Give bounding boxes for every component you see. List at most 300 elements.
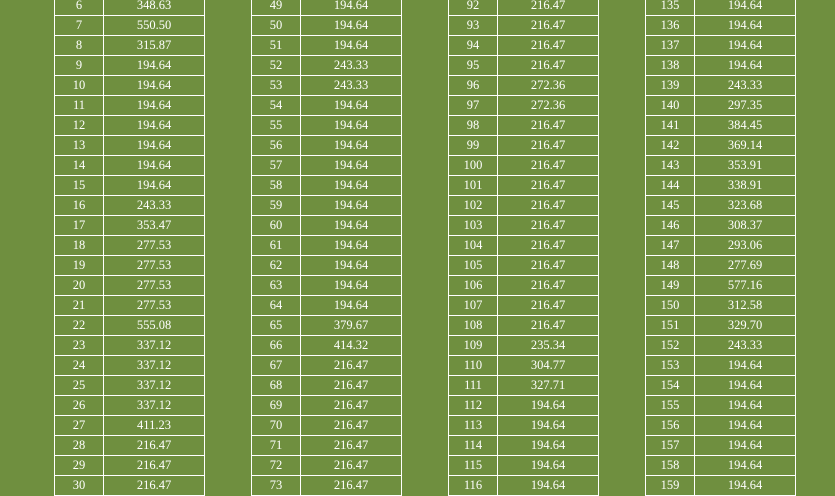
table-row bbox=[252, 136, 402, 156]
row-value-cell: 329.70 bbox=[695, 316, 796, 336]
row-index-cell: 67 bbox=[252, 356, 301, 376]
table-row bbox=[449, 376, 599, 396]
row-index-cell: 107 bbox=[449, 296, 498, 316]
row-index-cell: 104 bbox=[449, 236, 498, 256]
row-value-cell: 216.47 bbox=[498, 176, 599, 196]
row-value-cell: 194.64 bbox=[104, 76, 205, 96]
row-index-cell: 155 bbox=[646, 396, 695, 416]
table-row bbox=[449, 216, 599, 236]
row-value-cell: 194.64 bbox=[498, 476, 599, 496]
row-value-cell: 194.64 bbox=[301, 296, 402, 316]
table-row bbox=[646, 476, 796, 496]
row-value-cell: 243.33 bbox=[695, 336, 796, 356]
row-value-cell: 315.87 bbox=[104, 36, 205, 56]
table-row bbox=[252, 236, 402, 256]
table-row bbox=[252, 96, 402, 116]
table-row bbox=[449, 456, 599, 476]
row-value-cell: 194.64 bbox=[104, 116, 205, 136]
table-row bbox=[449, 0, 599, 16]
row-index-cell: 110 bbox=[449, 356, 498, 376]
table-row bbox=[646, 396, 796, 416]
row-value-cell: 216.47 bbox=[104, 476, 205, 496]
table-row bbox=[55, 96, 205, 116]
row-index-cell: 55 bbox=[252, 116, 301, 136]
row-value-cell: 194.64 bbox=[301, 216, 402, 236]
table-row bbox=[55, 476, 205, 496]
table-row bbox=[252, 36, 402, 56]
table-row bbox=[646, 176, 796, 196]
row-index-cell: 12 bbox=[55, 116, 104, 136]
row-value-cell: 353.47 bbox=[104, 216, 205, 236]
row-index-cell: 137 bbox=[646, 36, 695, 56]
row-value-cell: 194.64 bbox=[301, 256, 402, 276]
row-index-cell: 154 bbox=[646, 376, 695, 396]
table-row bbox=[55, 316, 205, 336]
table-row bbox=[646, 316, 796, 336]
row-value-cell: 216.47 bbox=[301, 456, 402, 476]
row-index-cell: 23 bbox=[55, 336, 104, 356]
row-index-cell: 100 bbox=[449, 156, 498, 176]
row-value-cell: 194.64 bbox=[301, 96, 402, 116]
row-index-cell: 92 bbox=[449, 0, 498, 16]
row-value-cell: 272.36 bbox=[498, 76, 599, 96]
row-value-cell: 194.64 bbox=[695, 456, 796, 476]
row-value-cell: 194.64 bbox=[301, 136, 402, 156]
table-row bbox=[252, 456, 402, 476]
row-index-cell: 70 bbox=[252, 416, 301, 436]
row-value-cell: 216.47 bbox=[498, 236, 599, 256]
row-value-cell: 194.64 bbox=[301, 36, 402, 56]
table-row bbox=[55, 336, 205, 356]
value-table-column bbox=[448, 0, 599, 496]
table-row bbox=[449, 16, 599, 36]
row-index-cell: 96 bbox=[449, 76, 498, 96]
row-value-cell: 216.47 bbox=[301, 436, 402, 456]
row-value-cell: 194.64 bbox=[301, 196, 402, 216]
row-value-cell: 194.64 bbox=[695, 376, 796, 396]
table-row bbox=[646, 416, 796, 436]
row-index-cell: 138 bbox=[646, 56, 695, 76]
table-row bbox=[252, 296, 402, 316]
row-index-cell: 136 bbox=[646, 16, 695, 36]
row-value-cell: 216.47 bbox=[498, 156, 599, 176]
row-index-cell: 141 bbox=[646, 116, 695, 136]
table-row bbox=[449, 136, 599, 156]
value-table-column bbox=[54, 0, 205, 496]
row-value-cell: 235.34 bbox=[498, 336, 599, 356]
row-index-cell: 20 bbox=[55, 276, 104, 296]
table-row bbox=[252, 336, 402, 356]
row-index-cell: 147 bbox=[646, 236, 695, 256]
table-row bbox=[252, 196, 402, 216]
row-value-cell: 550.50 bbox=[104, 16, 205, 36]
row-index-cell: 97 bbox=[449, 96, 498, 116]
row-value-cell: 216.47 bbox=[301, 476, 402, 496]
row-value-cell: 243.33 bbox=[104, 196, 205, 216]
row-index-cell: 56 bbox=[252, 136, 301, 156]
row-index-cell: 151 bbox=[646, 316, 695, 336]
row-index-cell: 8 bbox=[55, 36, 104, 56]
row-value-cell: 277.53 bbox=[104, 276, 205, 296]
row-value-cell: 216.47 bbox=[498, 216, 599, 236]
row-index-cell: 28 bbox=[55, 436, 104, 456]
table-row bbox=[449, 156, 599, 176]
table-row bbox=[252, 376, 402, 396]
table-row bbox=[252, 56, 402, 76]
row-index-cell: 53 bbox=[252, 76, 301, 96]
row-value-cell: 194.64 bbox=[498, 456, 599, 476]
row-index-cell: 49 bbox=[252, 0, 301, 16]
row-index-cell: 108 bbox=[449, 316, 498, 336]
row-index-cell: 7 bbox=[55, 16, 104, 36]
row-index-cell: 135 bbox=[646, 0, 695, 16]
table-row bbox=[646, 96, 796, 116]
row-index-cell: 26 bbox=[55, 396, 104, 416]
table-row bbox=[646, 296, 796, 316]
row-index-cell: 143 bbox=[646, 156, 695, 176]
row-value-cell: 243.33 bbox=[301, 56, 402, 76]
row-value-cell: 411.23 bbox=[104, 416, 205, 436]
table-row bbox=[646, 376, 796, 396]
row-value-cell: 216.47 bbox=[104, 456, 205, 476]
row-value-cell: 304.77 bbox=[498, 356, 599, 376]
table-row bbox=[646, 36, 796, 56]
row-index-cell: 148 bbox=[646, 256, 695, 276]
row-value-cell: 194.64 bbox=[695, 416, 796, 436]
row-index-cell: 21 bbox=[55, 296, 104, 316]
table-row bbox=[449, 396, 599, 416]
table-row bbox=[646, 56, 796, 76]
table-row bbox=[646, 356, 796, 376]
table-row bbox=[55, 296, 205, 316]
row-index-cell: 15 bbox=[55, 176, 104, 196]
row-index-cell: 159 bbox=[646, 476, 695, 496]
row-index-cell: 58 bbox=[252, 176, 301, 196]
table-row bbox=[252, 416, 402, 436]
table-row bbox=[449, 176, 599, 196]
table-row bbox=[646, 136, 796, 156]
row-index-cell: 30 bbox=[55, 476, 104, 496]
row-index-cell: 14 bbox=[55, 156, 104, 176]
row-value-cell: 216.47 bbox=[498, 296, 599, 316]
row-value-cell: 308.37 bbox=[695, 216, 796, 236]
row-value-cell: 323.68 bbox=[695, 196, 796, 216]
row-index-cell: 111 bbox=[449, 376, 498, 396]
row-value-cell: 297.35 bbox=[695, 96, 796, 116]
table-row bbox=[55, 236, 205, 256]
table-row bbox=[449, 416, 599, 436]
row-index-cell: 18 bbox=[55, 236, 104, 256]
row-value-cell: 194.64 bbox=[498, 436, 599, 456]
table-row bbox=[55, 16, 205, 36]
table-row bbox=[55, 76, 205, 96]
table-row bbox=[449, 116, 599, 136]
table-row bbox=[646, 336, 796, 356]
row-index-cell: 106 bbox=[449, 276, 498, 296]
table-row bbox=[646, 76, 796, 96]
row-value-cell: 216.47 bbox=[301, 416, 402, 436]
row-index-cell: 62 bbox=[252, 256, 301, 276]
table-row bbox=[55, 156, 205, 176]
row-index-cell: 57 bbox=[252, 156, 301, 176]
row-index-cell: 101 bbox=[449, 176, 498, 196]
table-row bbox=[449, 36, 599, 56]
row-value-cell: 277.69 bbox=[695, 256, 796, 276]
table-row bbox=[449, 316, 599, 336]
table-row bbox=[449, 96, 599, 116]
row-value-cell: 194.64 bbox=[301, 276, 402, 296]
row-index-cell: 9 bbox=[55, 56, 104, 76]
table-row bbox=[449, 436, 599, 456]
row-index-cell: 153 bbox=[646, 356, 695, 376]
row-value-cell: 277.53 bbox=[104, 256, 205, 276]
table-row bbox=[55, 356, 205, 376]
row-index-cell: 145 bbox=[646, 196, 695, 216]
table-row bbox=[449, 56, 599, 76]
row-index-cell: 142 bbox=[646, 136, 695, 156]
table-row bbox=[55, 176, 205, 196]
row-value-cell: 216.47 bbox=[498, 0, 599, 16]
row-index-cell: 61 bbox=[252, 236, 301, 256]
row-value-cell: 194.64 bbox=[498, 396, 599, 416]
table-row bbox=[55, 56, 205, 76]
table-row bbox=[252, 16, 402, 36]
row-value-cell: 194.64 bbox=[695, 436, 796, 456]
row-index-cell: 71 bbox=[252, 436, 301, 456]
row-index-cell: 19 bbox=[55, 256, 104, 276]
row-index-cell: 10 bbox=[55, 76, 104, 96]
row-value-cell: 194.64 bbox=[695, 396, 796, 416]
row-index-cell: 105 bbox=[449, 256, 498, 276]
row-index-cell: 66 bbox=[252, 336, 301, 356]
row-value-cell: 194.64 bbox=[695, 16, 796, 36]
table-row bbox=[55, 376, 205, 396]
row-value-cell: 277.53 bbox=[104, 236, 205, 256]
row-value-cell: 194.64 bbox=[301, 116, 402, 136]
table-row bbox=[449, 236, 599, 256]
table-row bbox=[55, 276, 205, 296]
row-value-cell: 216.47 bbox=[498, 136, 599, 156]
table-row bbox=[252, 156, 402, 176]
row-value-cell: 577.16 bbox=[695, 276, 796, 296]
row-index-cell: 116 bbox=[449, 476, 498, 496]
row-value-cell: 216.47 bbox=[301, 356, 402, 376]
row-index-cell: 27 bbox=[55, 416, 104, 436]
row-index-cell: 69 bbox=[252, 396, 301, 416]
table-row bbox=[449, 296, 599, 316]
row-index-cell: 68 bbox=[252, 376, 301, 396]
row-index-cell: 140 bbox=[646, 96, 695, 116]
table-row bbox=[252, 256, 402, 276]
row-value-cell: 216.47 bbox=[498, 316, 599, 336]
row-index-cell: 146 bbox=[646, 216, 695, 236]
row-value-cell: 194.64 bbox=[104, 96, 205, 116]
table-row bbox=[55, 116, 205, 136]
table-row bbox=[252, 436, 402, 456]
table-row bbox=[55, 416, 205, 436]
table-row bbox=[449, 76, 599, 96]
row-value-cell: 194.64 bbox=[695, 36, 796, 56]
table-row bbox=[646, 256, 796, 276]
table-row bbox=[252, 76, 402, 96]
row-value-cell: 337.12 bbox=[104, 396, 205, 416]
row-index-cell: 93 bbox=[449, 16, 498, 36]
row-index-cell: 113 bbox=[449, 416, 498, 436]
row-value-cell: 194.64 bbox=[695, 0, 796, 16]
row-value-cell: 216.47 bbox=[301, 396, 402, 416]
row-value-cell: 272.36 bbox=[498, 96, 599, 116]
row-value-cell: 194.64 bbox=[301, 236, 402, 256]
row-index-cell: 65 bbox=[252, 316, 301, 336]
row-index-cell: 95 bbox=[449, 56, 498, 76]
row-index-cell: 52 bbox=[252, 56, 301, 76]
row-index-cell: 158 bbox=[646, 456, 695, 476]
row-value-cell: 194.64 bbox=[301, 156, 402, 176]
table-row bbox=[55, 36, 205, 56]
row-value-cell: 338.91 bbox=[695, 176, 796, 196]
row-index-cell: 98 bbox=[449, 116, 498, 136]
table-row bbox=[449, 256, 599, 276]
row-value-cell: 216.47 bbox=[301, 376, 402, 396]
row-value-cell: 243.33 bbox=[301, 76, 402, 96]
table-row bbox=[55, 136, 205, 156]
row-index-cell: 109 bbox=[449, 336, 498, 356]
row-value-cell: 194.64 bbox=[104, 176, 205, 196]
row-index-cell: 157 bbox=[646, 436, 695, 456]
table-row bbox=[252, 396, 402, 416]
row-index-cell: 73 bbox=[252, 476, 301, 496]
table-row bbox=[449, 196, 599, 216]
row-value-cell: 369.14 bbox=[695, 136, 796, 156]
row-index-cell: 59 bbox=[252, 196, 301, 216]
row-value-cell: 194.64 bbox=[695, 356, 796, 376]
row-index-cell: 152 bbox=[646, 336, 695, 356]
row-index-cell: 63 bbox=[252, 276, 301, 296]
row-value-cell: 337.12 bbox=[104, 356, 205, 376]
row-value-cell: 194.64 bbox=[301, 0, 402, 16]
table-row bbox=[55, 216, 205, 236]
row-value-cell: 216.47 bbox=[498, 116, 599, 136]
row-value-cell: 216.47 bbox=[498, 56, 599, 76]
row-index-cell: 29 bbox=[55, 456, 104, 476]
row-index-cell: 102 bbox=[449, 196, 498, 216]
table-row bbox=[646, 156, 796, 176]
row-index-cell: 17 bbox=[55, 216, 104, 236]
table-row bbox=[55, 436, 205, 456]
row-index-cell: 24 bbox=[55, 356, 104, 376]
row-value-cell: 327.71 bbox=[498, 376, 599, 396]
row-index-cell: 72 bbox=[252, 456, 301, 476]
table-row bbox=[252, 356, 402, 376]
table-row bbox=[646, 216, 796, 236]
table-row bbox=[449, 336, 599, 356]
row-value-cell: 194.64 bbox=[104, 136, 205, 156]
row-index-cell: 115 bbox=[449, 456, 498, 476]
table-row bbox=[646, 436, 796, 456]
row-index-cell: 156 bbox=[646, 416, 695, 436]
row-index-cell: 50 bbox=[252, 16, 301, 36]
row-value-cell: 384.45 bbox=[695, 116, 796, 136]
row-index-cell: 149 bbox=[646, 276, 695, 296]
row-value-cell: 216.47 bbox=[498, 196, 599, 216]
table-row bbox=[449, 276, 599, 296]
row-value-cell: 555.08 bbox=[104, 316, 205, 336]
row-value-cell: 379.67 bbox=[301, 316, 402, 336]
row-index-cell: 13 bbox=[55, 136, 104, 156]
value-table-column bbox=[645, 0, 796, 496]
table-row bbox=[646, 456, 796, 476]
table-row bbox=[449, 356, 599, 376]
row-value-cell: 216.47 bbox=[498, 16, 599, 36]
row-index-cell: 64 bbox=[252, 296, 301, 316]
row-value-cell: 216.47 bbox=[498, 256, 599, 276]
row-value-cell: 194.64 bbox=[695, 476, 796, 496]
row-index-cell: 60 bbox=[252, 216, 301, 236]
row-index-cell: 144 bbox=[646, 176, 695, 196]
row-value-cell: 414.32 bbox=[301, 336, 402, 356]
row-value-cell: 337.12 bbox=[104, 336, 205, 356]
row-value-cell: 216.47 bbox=[104, 436, 205, 456]
table-row bbox=[252, 316, 402, 336]
table-row bbox=[252, 216, 402, 236]
row-value-cell: 194.64 bbox=[104, 156, 205, 176]
row-index-cell: 150 bbox=[646, 296, 695, 316]
row-value-cell: 293.06 bbox=[695, 236, 796, 256]
table-row bbox=[252, 176, 402, 196]
row-index-cell: 99 bbox=[449, 136, 498, 156]
row-index-cell: 114 bbox=[449, 436, 498, 456]
table-row bbox=[55, 196, 205, 216]
row-index-cell: 54 bbox=[252, 96, 301, 116]
row-value-cell: 194.64 bbox=[301, 16, 402, 36]
row-value-cell: 194.64 bbox=[104, 56, 205, 76]
table-row bbox=[55, 0, 205, 16]
table-row bbox=[252, 476, 402, 496]
table-row bbox=[646, 236, 796, 256]
row-value-cell: 194.64 bbox=[498, 416, 599, 436]
table-row bbox=[252, 116, 402, 136]
row-index-cell: 139 bbox=[646, 76, 695, 96]
row-index-cell: 51 bbox=[252, 36, 301, 56]
table-row bbox=[252, 0, 402, 16]
table-row bbox=[449, 476, 599, 496]
row-index-cell: 94 bbox=[449, 36, 498, 56]
table-row bbox=[646, 116, 796, 136]
row-value-cell: 353.91 bbox=[695, 156, 796, 176]
row-index-cell: 103 bbox=[449, 216, 498, 236]
table-row bbox=[646, 276, 796, 296]
row-value-cell: 348.63 bbox=[104, 0, 205, 16]
table-row bbox=[55, 456, 205, 476]
table-row bbox=[252, 276, 402, 296]
row-value-cell: 312.58 bbox=[695, 296, 796, 316]
row-index-cell: 25 bbox=[55, 376, 104, 396]
row-value-cell: 216.47 bbox=[498, 276, 599, 296]
row-value-cell: 216.47 bbox=[498, 36, 599, 56]
row-index-cell: 22 bbox=[55, 316, 104, 336]
row-value-cell: 194.64 bbox=[301, 176, 402, 196]
table-row bbox=[646, 196, 796, 216]
value-table-column bbox=[251, 0, 402, 496]
row-index-cell: 16 bbox=[55, 196, 104, 216]
table-row bbox=[646, 16, 796, 36]
row-value-cell: 277.53 bbox=[104, 296, 205, 316]
row-value-cell: 337.12 bbox=[104, 376, 205, 396]
table-row bbox=[55, 396, 205, 416]
row-index-cell: 6 bbox=[55, 0, 104, 16]
row-value-cell: 194.64 bbox=[695, 56, 796, 76]
table-row bbox=[55, 256, 205, 276]
